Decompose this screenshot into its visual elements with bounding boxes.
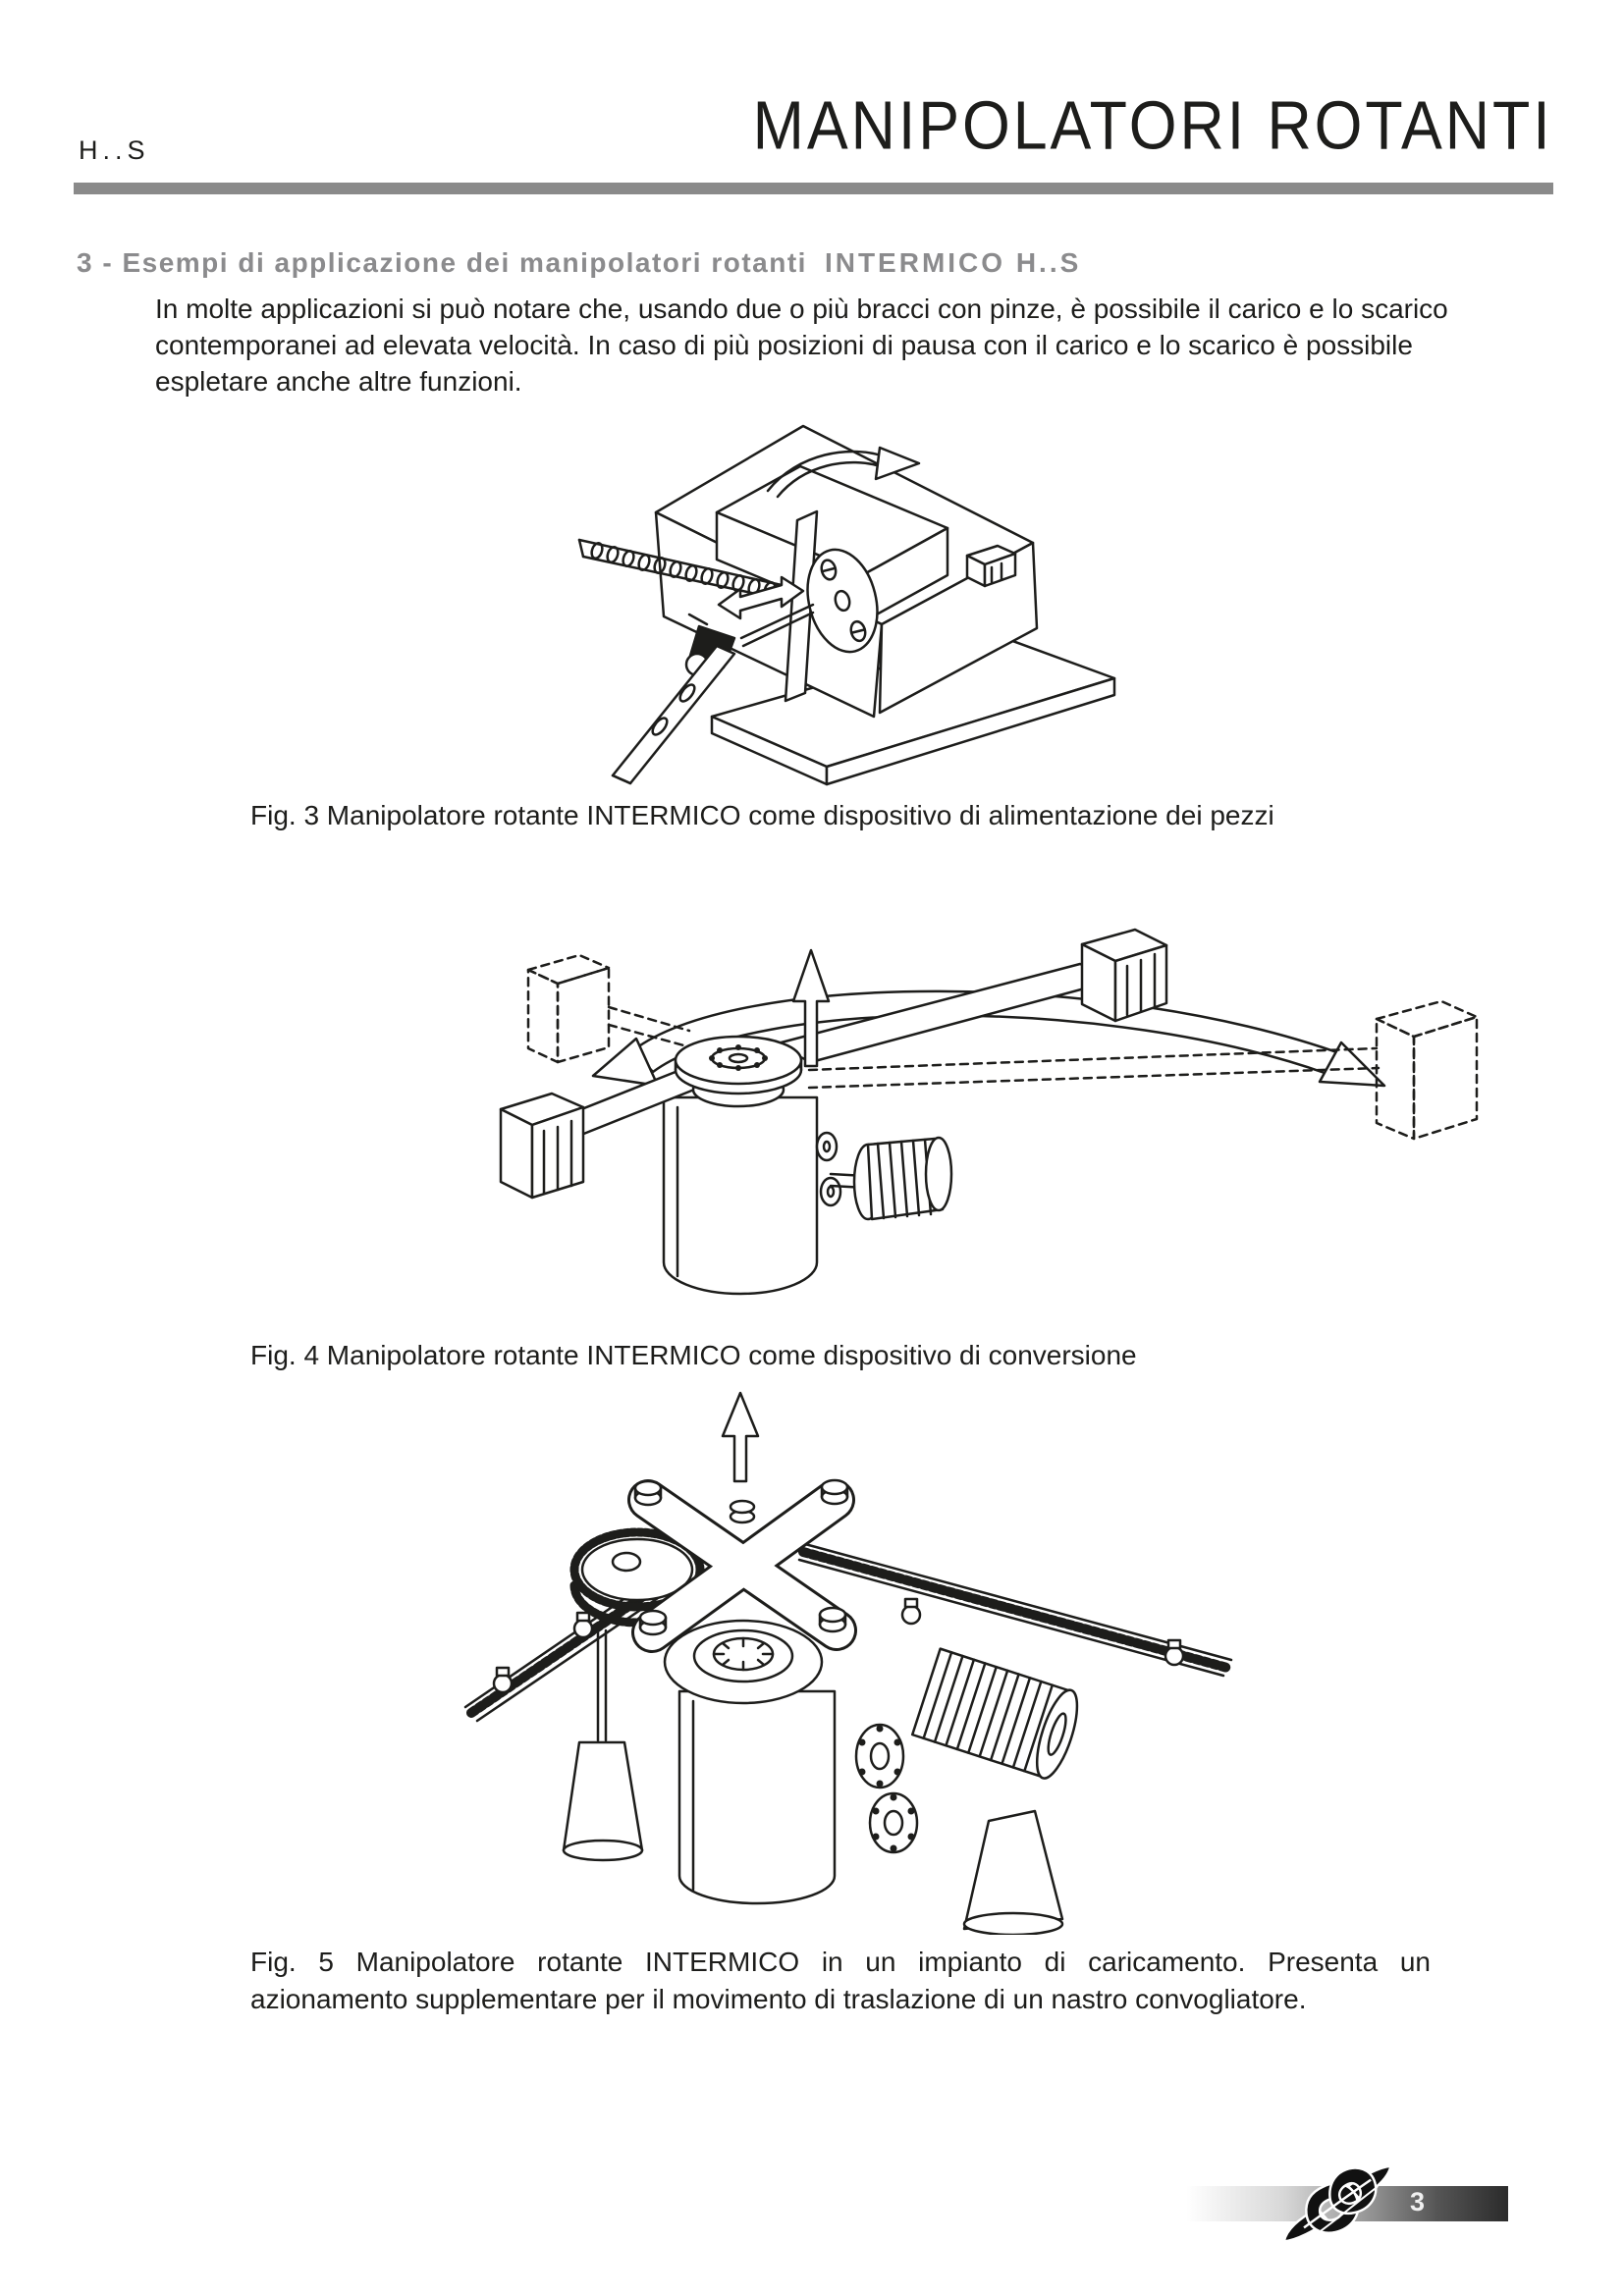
knot-logo-icon	[1274, 2156, 1400, 2250]
fig4-illustration	[481, 852, 1522, 1325]
page-title: MANIPOLATORI ROTANTI	[753, 87, 1553, 164]
fig3-caption: Fig. 3 Manipolatore rotante INTERMICO come dispositivo di alimentazione dei pezzi	[250, 800, 1274, 830]
fig5-illustration	[454, 1367, 1239, 1935]
manipulator-body	[679, 1691, 835, 1903]
fig5-drawing	[454, 1367, 1239, 1935]
flange-couplings	[856, 1725, 917, 1852]
fig4-drawing	[481, 852, 1522, 1325]
lift-arrow-icon	[723, 1393, 758, 1481]
manipulator-body	[664, 1097, 817, 1294]
fig5-caption: Fig. 5 Manipolatore rotante INTERMICO in un impianto di caricamento. Presenta un azionamento supplementare per il movimento di traslazione di un nastro convogliatore.	[250, 1947, 1431, 2014]
section-heading-product: INTERMICO H..S	[824, 247, 1082, 278]
spline-hub	[665, 1621, 822, 1703]
motor	[831, 1138, 951, 1219]
fig3-illustration	[550, 393, 1159, 795]
intro-paragraph: In molte applicazioni si può notare che, usando due o più bracci con pinze, è possibile il carico e lo scarico contemporanei ad elevata velocità. In caso di più posizioni di pausa con il carico e lo scarico è possibile espletare anche altre funzioni.	[155, 294, 1448, 397]
section-heading	[77, 247, 1081, 279]
fig3-drawing	[550, 393, 1159, 795]
fig4-caption: Fig. 4 Manipolatore rotante INTERMICO come dispositivo di conversione	[250, 1340, 1137, 1370]
section-heading-text: 3 - Esempi di applicazione dei manipolatori rotanti	[77, 247, 807, 278]
model-code: H..S	[79, 135, 150, 165]
page-number: 3	[1410, 2187, 1427, 2216]
motor	[912, 1648, 1085, 1783]
header-rule	[74, 183, 1553, 194]
